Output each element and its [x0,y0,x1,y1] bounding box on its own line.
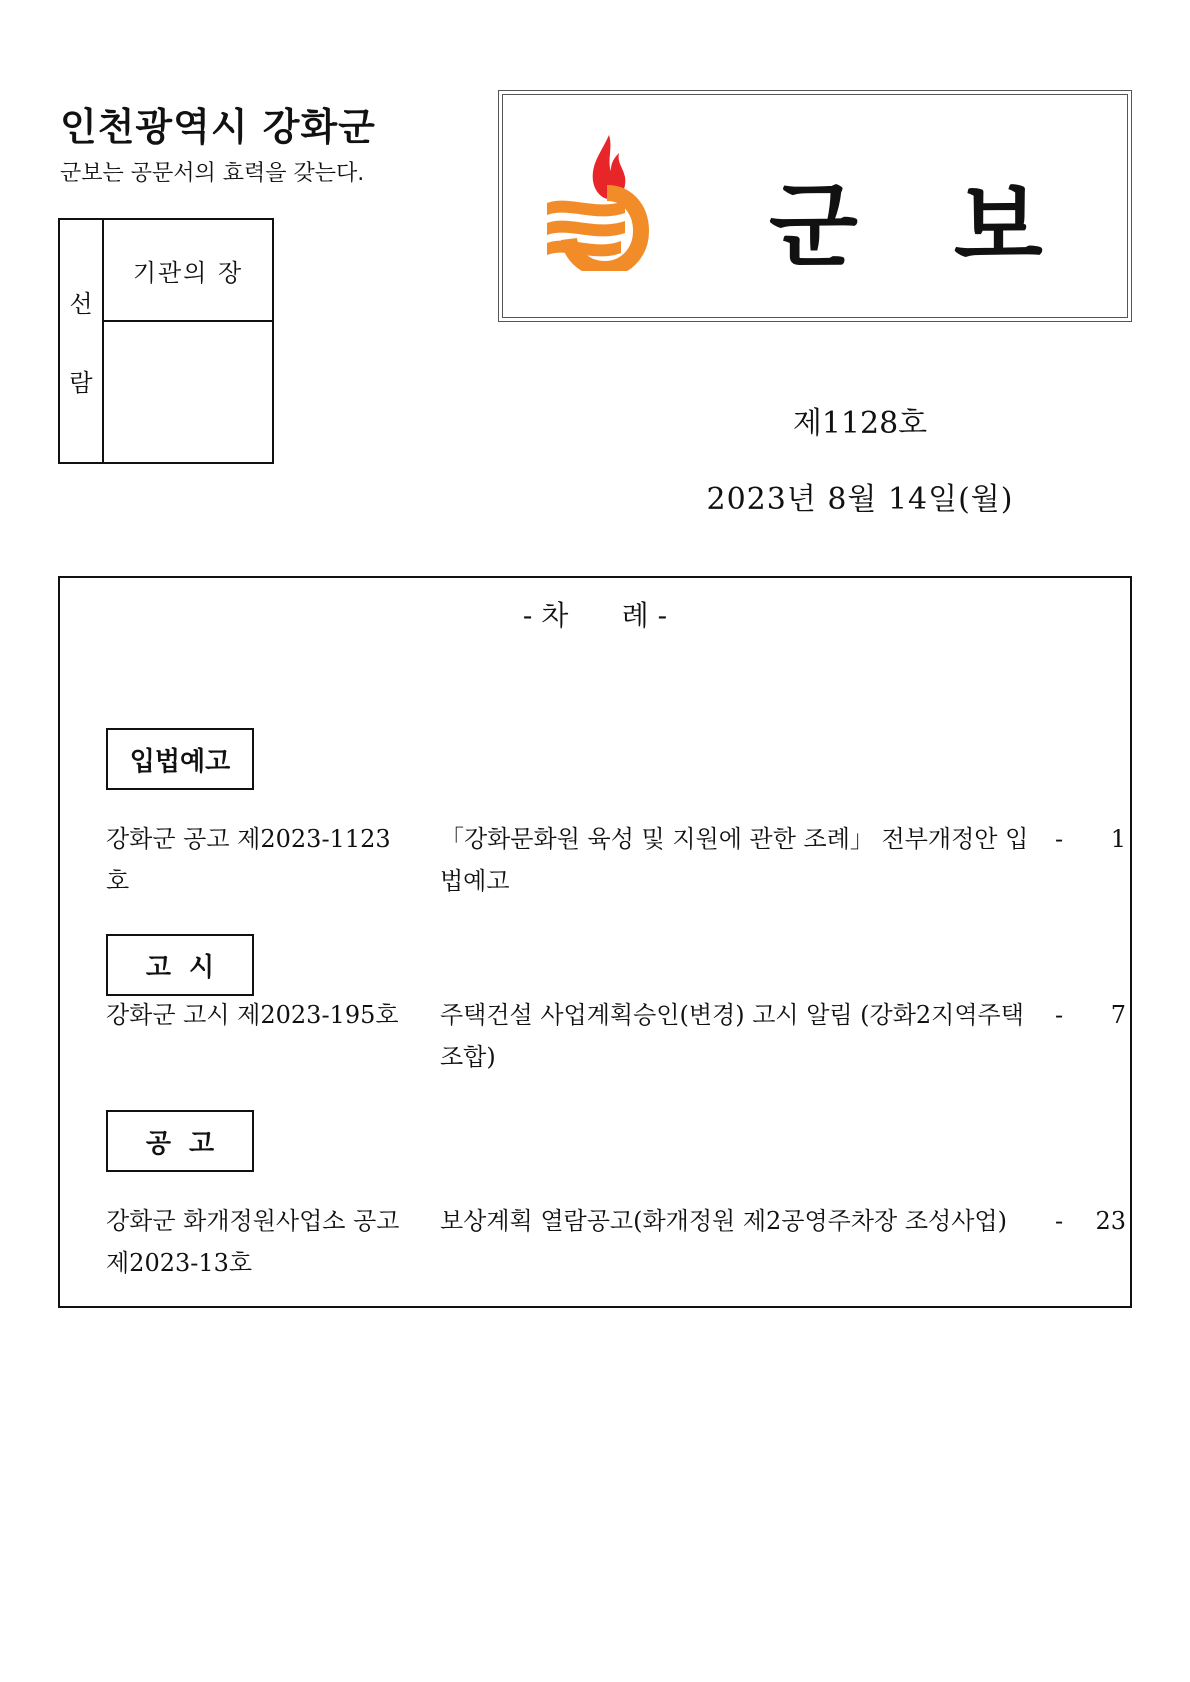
approval-side-label-1: 선 [69,290,93,318]
gangwha-county-emblem-icon [541,131,671,271]
toc-entry-number[interactable]: 강화군 화개정원사업소 공고 제2023-13호 [106,1207,400,1277]
section-tag-legislative-notice: 입법예고 [106,728,254,790]
section-tag-announcement: 공 고 [106,1110,254,1172]
approval-box [58,218,274,464]
org-subtitle: 군보는 공문서의 효력을 갖는다. [60,161,365,186]
toc-entry-title[interactable]: 주택건설 사업계획승인(변경) 고시 알림 (강화2지역주택조합) [440,1001,1024,1071]
section-tag-public-notice: 고 시 [106,934,254,996]
org-name: 인천광역시 강화군 [60,105,376,149]
approval-side-label-2: 람 [69,369,93,397]
toc-title: - 차 례 - [522,599,668,632]
toc-entry-title[interactable]: 보상계획 열람공고(화개정원 제2공영주차장 조성사업) [440,1207,1007,1235]
approval-side-label [60,220,104,462]
toc-entry-dash: - [1054,1001,1064,1029]
toc-entry-page[interactable]: 23 [1095,1207,1126,1235]
toc-entry-number[interactable]: 강화군 고시 제2023-195호 [106,1001,399,1029]
toc-entry-dash: - [1054,825,1064,853]
approval-signature-cell [104,322,272,462]
toc-entry-page[interactable]: 1 [1110,825,1126,853]
gazette-title-box [498,90,1139,322]
table-of-contents [58,576,1132,1308]
approval-head-cell: 기관의 장 [104,220,272,322]
issue-date: 2023년 8월 14일(월) [706,482,1014,517]
gazette-title: 군보 [769,173,1139,280]
toc-entry-number[interactable]: 강화군 공고 제2023-1123호 [106,825,391,895]
issue-number: 제1128호 [792,406,928,441]
toc-entry-dash: - [1054,1207,1064,1235]
toc-entry-title[interactable]: 「강화문화원 육성 및 지원에 관한 조례」 전부개정안 입법예고 [440,825,1029,895]
toc-entry-page[interactable]: 7 [1110,1001,1126,1029]
